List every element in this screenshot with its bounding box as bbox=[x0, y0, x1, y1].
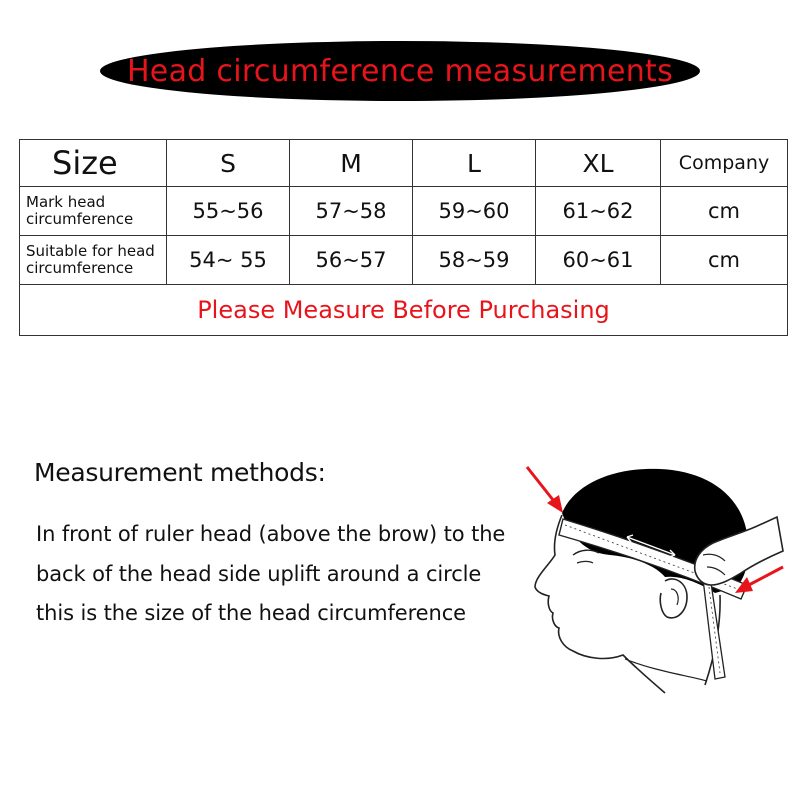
cell-suitable-unit: cm bbox=[661, 236, 788, 285]
cell-mark-m: 57~58 bbox=[290, 187, 413, 236]
red-arrow-icon bbox=[527, 467, 563, 513]
table-note-row bbox=[20, 285, 788, 336]
header-size: Size bbox=[20, 140, 167, 187]
row-label-line: Suitable for head bbox=[26, 242, 155, 260]
measure-note: Please Measure Before Purchasing bbox=[20, 285, 788, 336]
table-row bbox=[20, 236, 788, 285]
cell-suitable-s: 54~ 55 bbox=[167, 236, 290, 285]
cell-suitable-m: 56~57 bbox=[290, 236, 413, 285]
header-m: M bbox=[290, 140, 413, 187]
banner-title: Head circumference measurements bbox=[126, 53, 674, 89]
method-line-1: In front of ruler head (above the brow) to the bbox=[36, 522, 506, 546]
header-s: S bbox=[167, 140, 290, 187]
head-measurement-illustration-icon bbox=[515, 455, 790, 700]
header-xl: XL bbox=[536, 140, 661, 187]
method-line-3: this is the size of the head circumference bbox=[36, 601, 466, 625]
size-table bbox=[19, 139, 788, 336]
title-banner bbox=[100, 41, 700, 101]
cell-mark-xl: 61~62 bbox=[536, 187, 661, 236]
row-label-line: Mark head bbox=[26, 193, 106, 211]
row-label-mark bbox=[20, 187, 167, 236]
cell-mark-l: 59~60 bbox=[413, 187, 536, 236]
cell-mark-s: 55~56 bbox=[167, 187, 290, 236]
method-line-2: back of the head side uplift around a circle bbox=[36, 562, 482, 586]
header-company: Company bbox=[661, 140, 788, 187]
table-row bbox=[20, 187, 788, 236]
cell-suitable-xl: 60~61 bbox=[536, 236, 661, 285]
row-label-suitable bbox=[20, 236, 167, 285]
row-label-line: circumference bbox=[26, 259, 134, 277]
method-title: Measurement methods: bbox=[34, 458, 326, 487]
table-header-row bbox=[20, 140, 788, 187]
cell-mark-unit: cm bbox=[661, 187, 788, 236]
row-label-line: circumference bbox=[26, 210, 134, 228]
header-l: L bbox=[413, 140, 536, 187]
cell-suitable-l: 58~59 bbox=[413, 236, 536, 285]
